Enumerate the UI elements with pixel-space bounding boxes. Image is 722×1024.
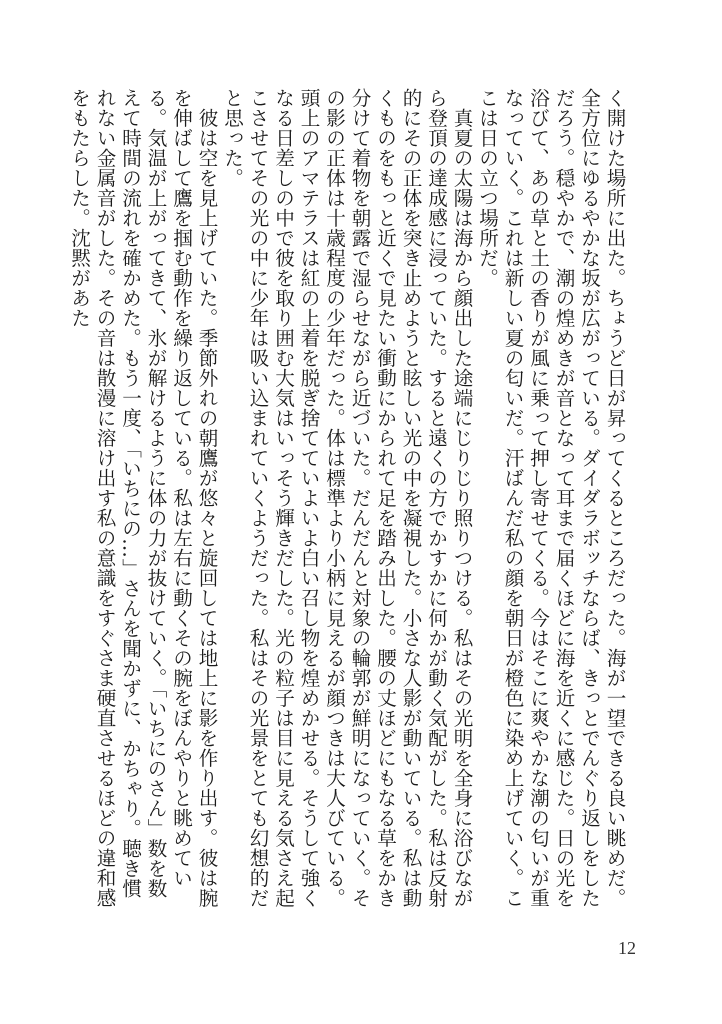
vertical-text-body (67, 88, 627, 918)
paragraph-1: く開けた場所に出た。ちょうど日が昇ってくるところだった。海が一望できる良い眺めだ。全方位にゆるやかな坂が広がっている。ダイダラボッチならば、きっとでんぐり返しをしただろう。穏やかで、潮の煌めきが音となって耳まで届くほどに海を近くに感じた。日の光を浴びて、あの草と土の香りが風に乗って押し寄せてくる。今はそこに爽やかな潮の匂いが重なっていく。これは新しい夏の匂いだ。汗ばんだ私の顔を朝日が橙色に染め上げていく。ここは日の立つ場所だ。 (475, 88, 626, 908)
paragraph-3: 彼は空を見上げていた。季節外れの朝鷹が悠々と旋回しては地上に影を作り出す。彼は腕を伸ばして鷹を掴む動作を繰り返している。私は左右に動くその腕をぼんやりと眺めている。気温が上がってきて、氷が解けるように体の力が抜けていく。「いちにのさん」数を数えて時間の流れを確かめた。もう一度、「いちにの…」さんを聞かずに、かちゃり。聴き慣れない金属音がした。その音は散漫に溶け出す私の意識をすぐさま硬直させるほどの違和感をもたらした。沈黙があた (67, 88, 218, 908)
page-number: 12 (618, 938, 636, 958)
paragraph-2: 真夏の太陽は海から顔出した途端にじりじり照りつける。私はその光明を全身に浴びながら登頂の達成感に浸っていた。すると遠くの方でかすかに何かが動く気配がした。私は反射的にその正体を突き止めようと眩しい光の中を凝視した。小さな人影が動いている。私は動くものをもっと近くで見たい衝動にかられて足を踏み出した。腰の丈ほどにもなる草をかき分けて着物を朝露で湿らせながら近づいた。だんだんと対象の輪郭が鮮明になっていく。その影の正体は十歳程度の少年だった。体は標準より小柄に見えるが顔つきは大人びている。頭上のアマテラスは紅の上着を脱ぎ捨てていよいよ白い召し物を煌めかせる。そうして強くなる日差しの中で彼を取り囲む大気はいっそう輝きだした。光の粒子は目に見える気さえ起こさせてその光の中に少年は吸い込まれていくようだった。私はその光景をとても幻想的だと思った。 (220, 88, 473, 908)
